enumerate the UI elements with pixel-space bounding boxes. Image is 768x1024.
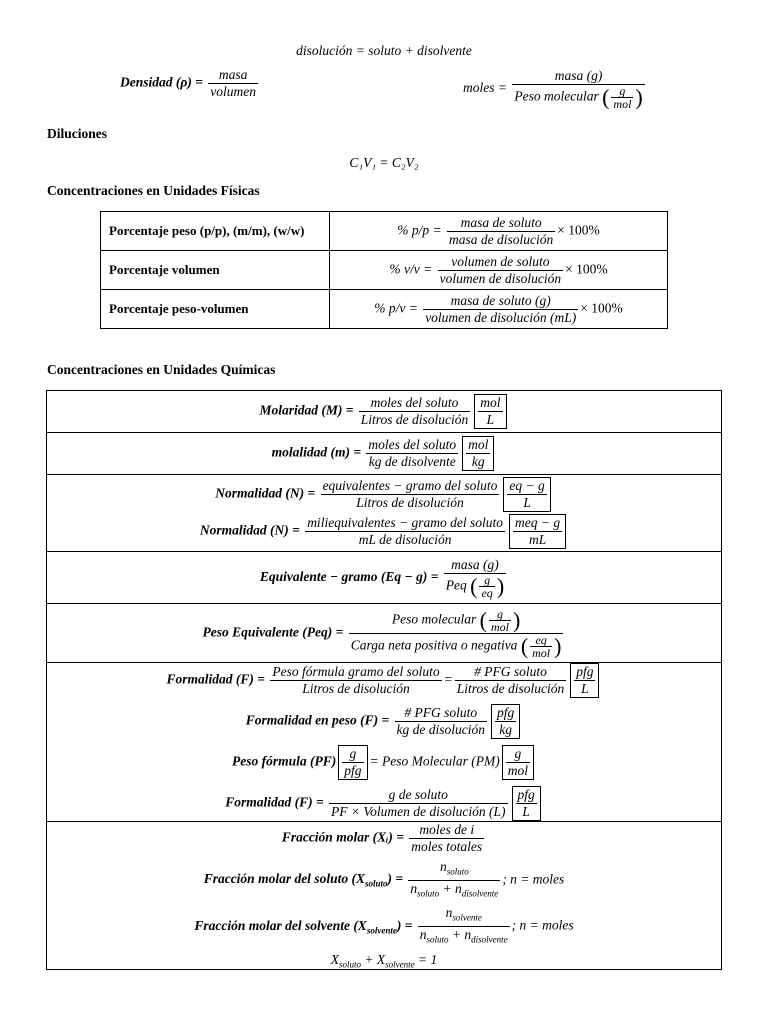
row-formula: [330, 212, 668, 251]
densidad-fraction: [208, 67, 258, 100]
peso-equivalente-den: Carga neta positiva o negativa: [350, 637, 518, 653]
normalidad-mili-lhs: Normalidad (N) =: [199, 522, 300, 538]
suma-b-sub: solvente: [385, 959, 415, 970]
peso-equivalente-den-unit-den: mol: [532, 645, 551, 660]
peso-equivalente-num-unit-num: g: [489, 608, 511, 621]
normalidad-unit-den: L: [523, 495, 531, 510]
row-formula: [330, 251, 668, 290]
formula-lhs: % p/v =: [374, 300, 418, 316]
equivalente-num: masa (g): [444, 557, 506, 574]
formula-rhs: × 100%: [565, 261, 608, 277]
molaridad-num: moles del soluto: [359, 395, 471, 412]
suma-a: X: [330, 951, 339, 967]
moles-formula: [463, 68, 647, 110]
peso-equivalente-num: Peso molecular: [391, 611, 477, 627]
fraccion-solvente-den-sub2: disolvente: [471, 934, 508, 945]
formalidad-num: Peso fórmula gramo del soluto: [272, 664, 440, 679]
equivalente-den: Peq: [445, 577, 467, 593]
fraccion-solvente-lhs-end: ) =: [396, 917, 413, 933]
formula-den: volumen de disolución (mL): [425, 309, 577, 325]
table-row: [101, 251, 668, 290]
fraccion-soluto-den-plus: + n: [439, 880, 462, 896]
normalidad-mili-den: mL de disolución: [358, 532, 452, 547]
normalidad-mili-num: miliequivalentes − gramo del soluto: [307, 515, 504, 530]
molalidad-den: kg de disolvente: [368, 454, 456, 469]
peso-formula-mid: = Peso Molecular (PM): [369, 753, 500, 769]
fisicas-heading: Concentraciones en Unidades Físicas: [47, 183, 260, 198]
formula-lhs: % p/p =: [397, 222, 442, 238]
equivalente-lhs: Equivalente − gramo (Eq − g) =: [259, 568, 439, 584]
formalidad-cell: [47, 663, 722, 822]
normalidad-cell: [47, 475, 722, 552]
molaridad-unit-den: L: [486, 412, 495, 427]
fraccion-soluto-sub: soluto: [364, 878, 388, 889]
formalidad-peso-den: kg de disolución: [396, 722, 486, 737]
formula-num: masa de soluto (g): [423, 293, 578, 310]
formalidad-den2: Litros de disolución: [456, 681, 565, 696]
formula-rhs: × 100%: [557, 222, 600, 238]
row-label: Porcentaje peso (p/p), (m/m), (w/w): [101, 212, 330, 251]
row-label: Porcentaje volumen: [101, 251, 330, 290]
formalidad2-den: PF × Volumen de disolución (L): [331, 804, 506, 819]
fraccion-soluto-lhs-end: ) =: [387, 871, 404, 887]
fraccion-soluto-den-sub1: soluto: [417, 888, 440, 899]
diluciones-heading: Diluciones: [47, 126, 108, 141]
fraccion-soluto-den: n: [410, 880, 418, 896]
physical-units-table: [100, 211, 668, 329]
normalidad-unit-num: eq − g: [509, 478, 545, 493]
molaridad-den: Litros de disolución: [360, 412, 469, 427]
fraccion-soluto-lhs: Fracción molar del soluto (X: [203, 871, 365, 887]
densidad-formula: [120, 67, 260, 100]
moles-fraction: [512, 68, 644, 110]
formula-num: volumen de soluto: [438, 254, 563, 271]
quimicas-heading: Concentraciones en Unidades Químicas: [47, 362, 276, 377]
disolucion-formula: disolución = soluto + disolvente: [296, 43, 472, 58]
diluciones-formula: C₁V₁ = C₂V₂: [349, 155, 419, 170]
moles-den: Peso molecular ( $\frac{g}{\text{mol}}$ ): [514, 84, 643, 111]
moles-unit-den: mol: [613, 97, 632, 111]
suma-plus: + X: [361, 951, 386, 967]
fraccion-soluto-den-sub2: disolvente: [461, 888, 499, 899]
moles-num: masa (g): [512, 68, 644, 85]
fraccion-solvente-den: n: [419, 927, 427, 943]
molaridad-cell: [47, 391, 722, 433]
table-row: [47, 663, 722, 822]
formula-den: volumen de disolución: [439, 270, 562, 286]
table-row: [47, 433, 722, 475]
formalidad2-num: g de soluto: [329, 787, 507, 804]
suma-a-sub: soluto: [339, 959, 362, 970]
molaridad-unit-num: mol: [480, 395, 501, 410]
row-label: Porcentaje peso-volumen: [101, 290, 330, 329]
peso-equivalente-cell: Peso Equivalente (Peq) = Peso molecular ( $\frac{g}{\text{mol}}$ ) Carga neta positiva o negativa ( $\frac{eq}{\text{mol}}$ ): [47, 604, 722, 663]
peso-formula-unit2-num: g: [506, 746, 530, 763]
formula-lhs: % v/v =: [389, 261, 433, 277]
fraccion-soluto-num-sub: soluto: [446, 866, 469, 877]
table-row: [101, 212, 668, 251]
normalidad-mili-unit-num: meq − g: [515, 515, 561, 530]
formalidad2-unit-den: L: [522, 804, 530, 819]
table-row: [47, 822, 722, 970]
formalidad-peso-lhs: Formalidad en peso (F) =: [245, 712, 390, 728]
molalidad-unit-den: kg: [471, 454, 485, 469]
densidad-lhs: Densidad (ρ) =: [120, 74, 203, 90]
table-row: [101, 290, 668, 329]
fraccion-solvente-num-sub: solvente: [452, 913, 482, 924]
fraccion-cell: [47, 822, 722, 970]
formalidad-lhs: Formalidad (F) =: [166, 671, 265, 687]
fraccion-lhs: Fracción molar (Xᵢ) =: [281, 829, 404, 845]
equivalente-cell: Equivalente − gramo (Eq − g) = masa (g) Peq ( $\frac{g}{eq}$ ): [47, 552, 722, 604]
formalidad2-lhs: Formalidad (F) =: [225, 794, 324, 810]
moles-den-text: Peso molecular: [514, 88, 599, 104]
normalidad-mili-unit-den: mL: [528, 532, 547, 547]
peso-formula-unit1-num: g: [342, 746, 363, 763]
fraccion-soluto-rhs: ; n = moles: [502, 871, 565, 887]
formalidad-peso-unit-num: pfg: [497, 705, 515, 720]
peso-formula-unit1-den: pfg: [344, 763, 362, 778]
peso-formula-lhs: Peso fórmula (PF): [232, 753, 337, 769]
fraccion-solvente-num: n: [445, 905, 453, 921]
fraccion-solvente-den-sub1: soluto: [426, 934, 449, 945]
molalidad-unit-num: mol: [468, 437, 489, 452]
formula-den: masa de disolución: [449, 231, 554, 247]
peso-equivalente-lhs: Peso Equivalente (Peq) =: [202, 624, 344, 640]
fraccion-solvente-rhs: ; n = moles: [511, 917, 574, 933]
densidad-num: masa: [208, 67, 258, 84]
normalidad-num: equivalentes − gramo del soluto: [322, 478, 498, 493]
moles-unit-num: g: [611, 85, 633, 98]
fraccion-solvente-sub: solvente: [366, 925, 397, 936]
normalidad-den: Litros de disolución: [356, 495, 464, 510]
formalidad-mid: =: [443, 671, 453, 687]
table-row: [47, 552, 722, 604]
molaridad-lhs: Molaridad (M) =: [259, 402, 354, 418]
fraccion-solvente-den-plus: + n: [448, 927, 472, 943]
formula-num: masa de soluto: [447, 215, 555, 232]
chemical-units-table: [46, 390, 722, 970]
normalidad-lhs: Normalidad (N) =: [215, 485, 316, 501]
peso-equivalente-num-unit-den: mol: [490, 619, 509, 634]
formalidad2-unit-num: pfg: [517, 787, 535, 802]
fraccion-den: moles totales: [411, 839, 483, 854]
molalidad-num: moles del soluto: [368, 437, 457, 452]
formalidad-peso-num: # PFG soluto: [395, 705, 487, 722]
table-row: [47, 475, 722, 552]
formalidad-unit-num: pfg: [576, 664, 594, 679]
formalidad-unit-den: L: [581, 681, 589, 696]
fraccion-soluto-num: n: [439, 859, 447, 874]
row-formula: [330, 290, 668, 329]
formula-rhs: × 100%: [580, 300, 623, 316]
formalidad-den: Litros de disolución: [302, 681, 410, 696]
molalidad-lhs: molalidad (m) =: [271, 444, 362, 460]
table-row: [47, 391, 722, 433]
formalidad-num2: # PFG soluto: [455, 664, 567, 681]
suma-rhs: = 1: [414, 951, 438, 967]
densidad-den: volumen: [210, 84, 257, 99]
fraccion-solvente-lhs: Fracción molar del solvente (X: [194, 917, 367, 933]
molalidad-cell: [47, 433, 722, 475]
equivalente-unit-den: eq: [481, 585, 493, 600]
formalidad-peso-unit-den: kg: [499, 722, 513, 737]
peso-equivalente-den-unit-num: eq: [530, 634, 552, 647]
equivalente-unit-num: g: [479, 574, 494, 587]
peso-formula-unit2-den: mol: [507, 763, 528, 778]
fraccion-num: moles de i: [409, 822, 484, 839]
table-row: [47, 604, 722, 663]
moles-lhs: moles =: [463, 80, 507, 96]
